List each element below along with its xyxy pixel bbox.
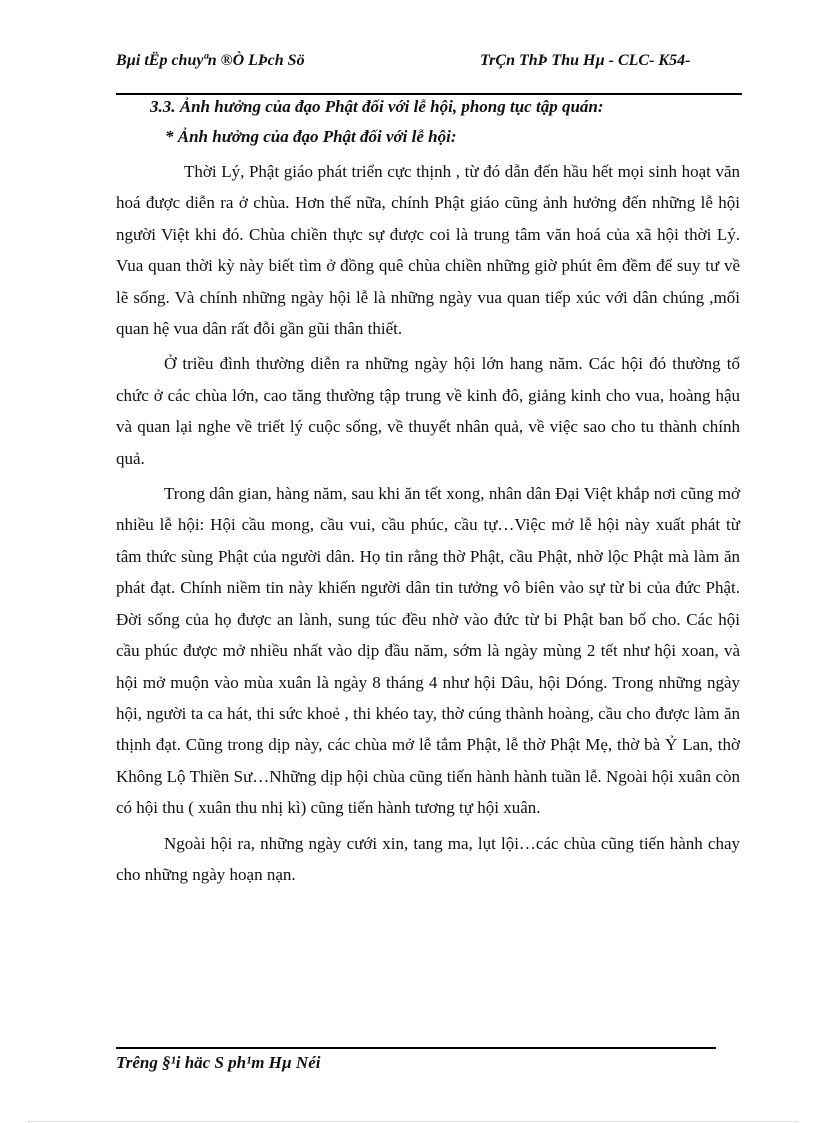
paragraph: Trong dân gian, hàng năm, sau khi ăn tết xong, nhân dân Đại Việt khắp nơi cũng mở nhiều lễ hội: Hội cầu mong, cầu vui, cầu phúc, cầu tự…Việc mở lễ hội này xuất phát từ tâm thức sùng Phật của người dân. Họ tin rằng thờ Phật, cầu Phật, nhờ lộc Phật mà làm ăn phát đạt. Chính niềm tin này khiến người dân tin tưởng vô biên vào sự từ bi của đức Phật. Đời sống của họ được an lành, sung túc đều nhờ vào đức từ bi Phật ban bố cho. Các hội cầu phúc được mở nhiều nhất vào dịp đầu năm, sớm là ngày mùng 2 tết như hội xoan, và hội mở muộn vào mùa xuân là ngày 8 tháng 4 như hội Dâu, hội Dóng. Trong những ngày hội, người ta ca hát, thi sức khoẻ , thi khéo tay, thờ cúng thành hoàng, cầu cho được làm ăn thịnh đạt. Cũng trong dịp này, các chùa mở lễ tắm Phật, lễ thờ Phật Mẹ, thờ bà Ỷ Lan, thờ Không Lộ Thiền Sư…Những dịp hội chùa cũng tiến hành hành tuần lễ. Ngoài hội xuân còn có hội thu ( xuân thu nhị kì) cũng tiến hành tương tự hội xuân. xyxy=(116,484,740,818)
paragraph: Ngoài hội ra, những ngày cưới xin, tang ma, lụt lội…các chùa cũng tiến hành chay cho những ngày hoạn nạn. xyxy=(116,833,740,884)
paragraph: Ở triều đình thường diễn ra những ngày hội lớn hang năm. Các hội đó thường tổ chức ở các chùa lớn, cao tăng thường tập trung về kinh đô, giảng kinh cho vua, hoàng hậu và quan lại nghe về triết lý cuộc sống, về thuyết nhân quả, về việc sao cho tu thành chính quả. xyxy=(116,354,740,468)
footer-divider xyxy=(116,1047,716,1049)
header-left-text: Bµi tËp chuyªn ®Ò LÞch Sö xyxy=(116,52,305,69)
header-right-text: TrÇn ThÞ Thu Hµ - CLC- K54- xyxy=(480,52,691,69)
subsection-title: * Ảnh hưởng của đạo Phật đối với lễ hội: xyxy=(165,127,457,146)
page-edge xyxy=(28,1121,798,1122)
footer-text: Trêng §¹i häc S ph¹m Hµ Néi xyxy=(116,1053,321,1072)
section-title: 3.3. Ảnh hưởng của đạo Phật đối với lễ hội, phong tục tập quán: xyxy=(150,97,604,116)
paragraph: Thời Lý, Phật giáo phát triển cực thịnh , từ đó dẫn đến hầu hết mọi sinh hoạt văn hoá được diễn ra ở chùa. Hơn thế nữa, chính Phật giáo cũng ảnh hưởng đến những lễ hội người Việt khi đó. Chùa chiền thực sự được coi là trung tâm văn hoá của xã hội thời Lý. Vua quan thời kỳ này biết tìm ở đồng quê chùa chiền những giờ phút êm đềm để suy tư về lẽ sống. Và chính những ngày hội lễ là những ngày vua quan tiếp xúc với dân chúng ,mối quan hệ vua dân rất đỗi gần gũi thân thiết. xyxy=(116,162,740,339)
body-text xyxy=(116,156,740,894)
header-divider xyxy=(116,93,742,95)
